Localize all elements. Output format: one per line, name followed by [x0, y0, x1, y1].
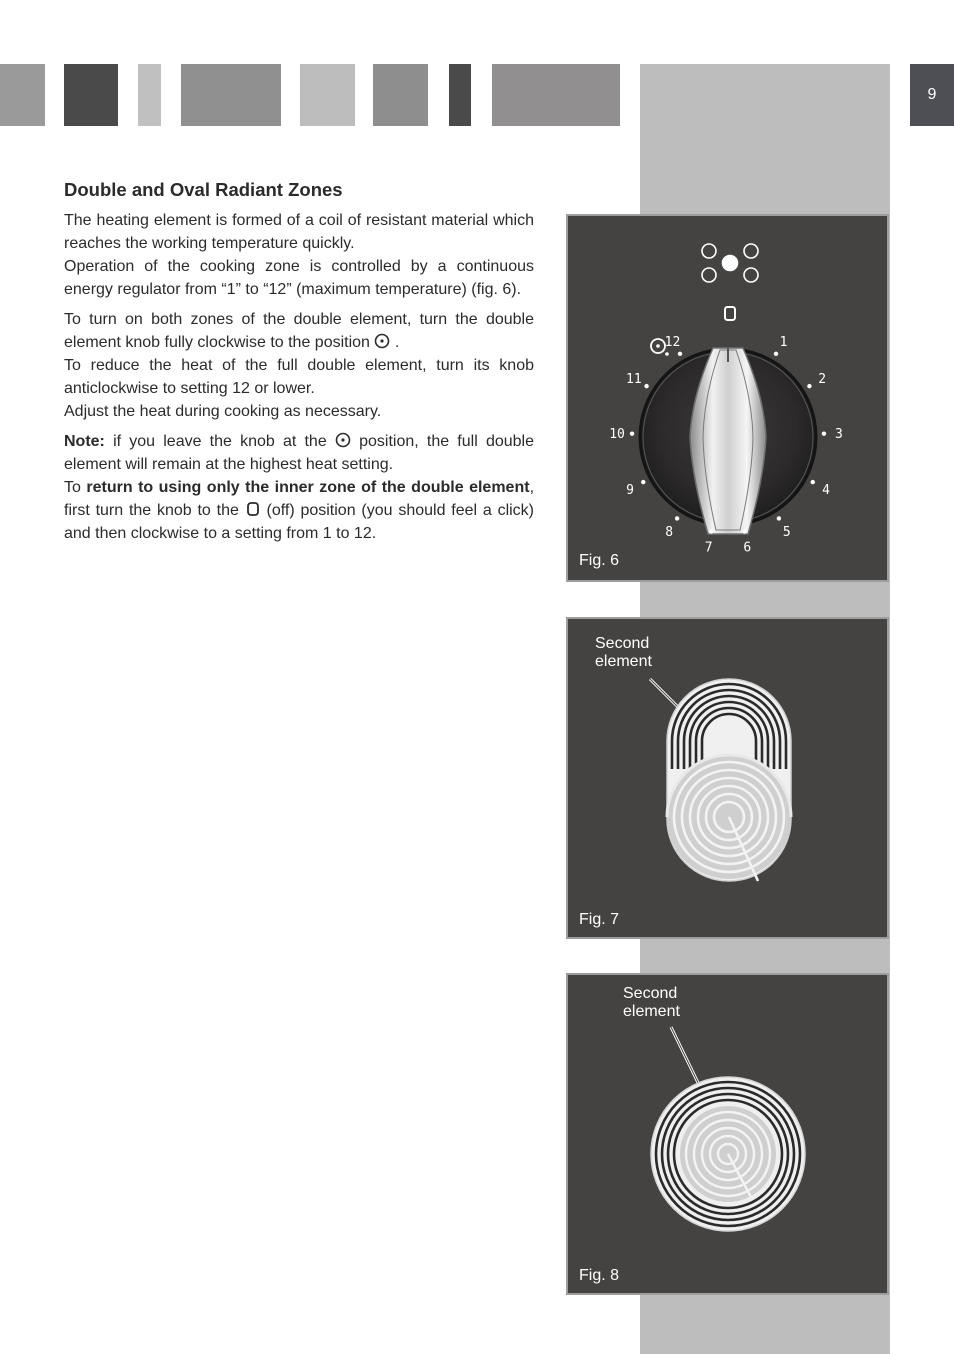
figure-7-oval-zone [566, 617, 889, 939]
dual-zone-symbol-icon [374, 333, 390, 349]
off-position-icon [725, 307, 735, 320]
p7-end: (off) position (you should feel a click) and then clockwise to a setting from 1 to 12. [64, 502, 535, 542]
paragraph-3 [64, 308, 534, 354]
header-block-8 [492, 64, 620, 126]
header-block-4 [181, 64, 281, 126]
header-block-2 [64, 64, 118, 126]
header-block-6 [373, 64, 428, 126]
fig8-label: Second element [623, 985, 680, 1020]
paragraph-1: The heating element is formed of a coil of resistant material which reaches the working temperature quickly. [64, 212, 534, 252]
p7-mid: , first turn the knob to the [64, 479, 535, 519]
dial-dot [822, 431, 826, 435]
p3-end: . [394, 334, 400, 351]
p7-bold: return to using only the inner zone of the double element [86, 479, 530, 496]
paragraph-7 [64, 476, 534, 545]
dial-dot [811, 480, 815, 484]
dial-number: 8 [665, 525, 674, 541]
section-body [64, 209, 534, 545]
dial-number: 1 [779, 334, 788, 350]
dial-number: 5 [782, 525, 791, 541]
header-block-7 [449, 64, 471, 126]
dial-dot [742, 529, 746, 533]
note-text-1: if you leave the knob at the [113, 433, 327, 450]
p3-text: To turn on both zones of the double element, turn the double element knob fully clockwise to the position [64, 311, 534, 351]
dial-number: 3 [835, 427, 843, 443]
dial-number: 11 [626, 372, 642, 388]
p7-start: To [64, 479, 81, 496]
section-title: Double and Oval Radiant Zones [64, 179, 343, 200]
fig8-caption: Fig. 8 [579, 1267, 620, 1284]
dial-number: 7 [704, 540, 713, 556]
page-number [910, 64, 954, 126]
fig7-label: Second element [595, 635, 652, 670]
note-text-2: position, the full double element will remain at the highest heat setting. [64, 433, 534, 473]
fig6-caption: Fig. 6 [579, 552, 620, 569]
note-label: Note: [64, 433, 105, 450]
dial-number: 10 [609, 427, 625, 443]
dial-number: 2 [818, 372, 827, 388]
dial-number: 4 [822, 483, 830, 499]
fig7-caption: Fig. 7 [579, 911, 620, 928]
dial-dot [641, 480, 645, 484]
double-zone-illustration [568, 975, 891, 1297]
dial-dot [644, 384, 648, 388]
dial-dot [709, 529, 713, 533]
zone-indicator-icon [702, 244, 758, 282]
dial-dot [630, 431, 634, 435]
paragraph-2: Operation of the cooking zone is controlled by a continuous energy regulator from “1” to “12” (maximum temperature) (fig. 6). [64, 258, 534, 298]
dial-number: 9 [626, 483, 634, 499]
dial-dot [675, 516, 679, 520]
dual-zone-symbol-icon [335, 432, 351, 448]
paragraph-5: Adjust the heat during cooking as necessary. [64, 403, 382, 420]
knob-illustration [568, 216, 891, 584]
off-symbol-icon [245, 501, 261, 517]
dial-number: 6 [743, 540, 752, 556]
figure-8-double-zone [566, 973, 889, 1295]
inner-element-coils [680, 1106, 776, 1202]
header-block-5 [300, 64, 355, 126]
header-block-1 [0, 64, 45, 126]
paragraph-4: To reduce the heat of the full double element, turn its knob anticlockwise to setting 12 or lower. [64, 357, 534, 397]
dial-dot [774, 352, 778, 356]
figure-6-knob [566, 214, 889, 582]
header-block-3 [138, 64, 161, 126]
page-number-text: 9 [927, 86, 937, 103]
note-paragraph [64, 430, 534, 476]
dial-dot [678, 352, 682, 356]
dial-number: 12 [664, 334, 681, 350]
dial-dot [807, 384, 811, 388]
dial-dot [777, 516, 781, 520]
